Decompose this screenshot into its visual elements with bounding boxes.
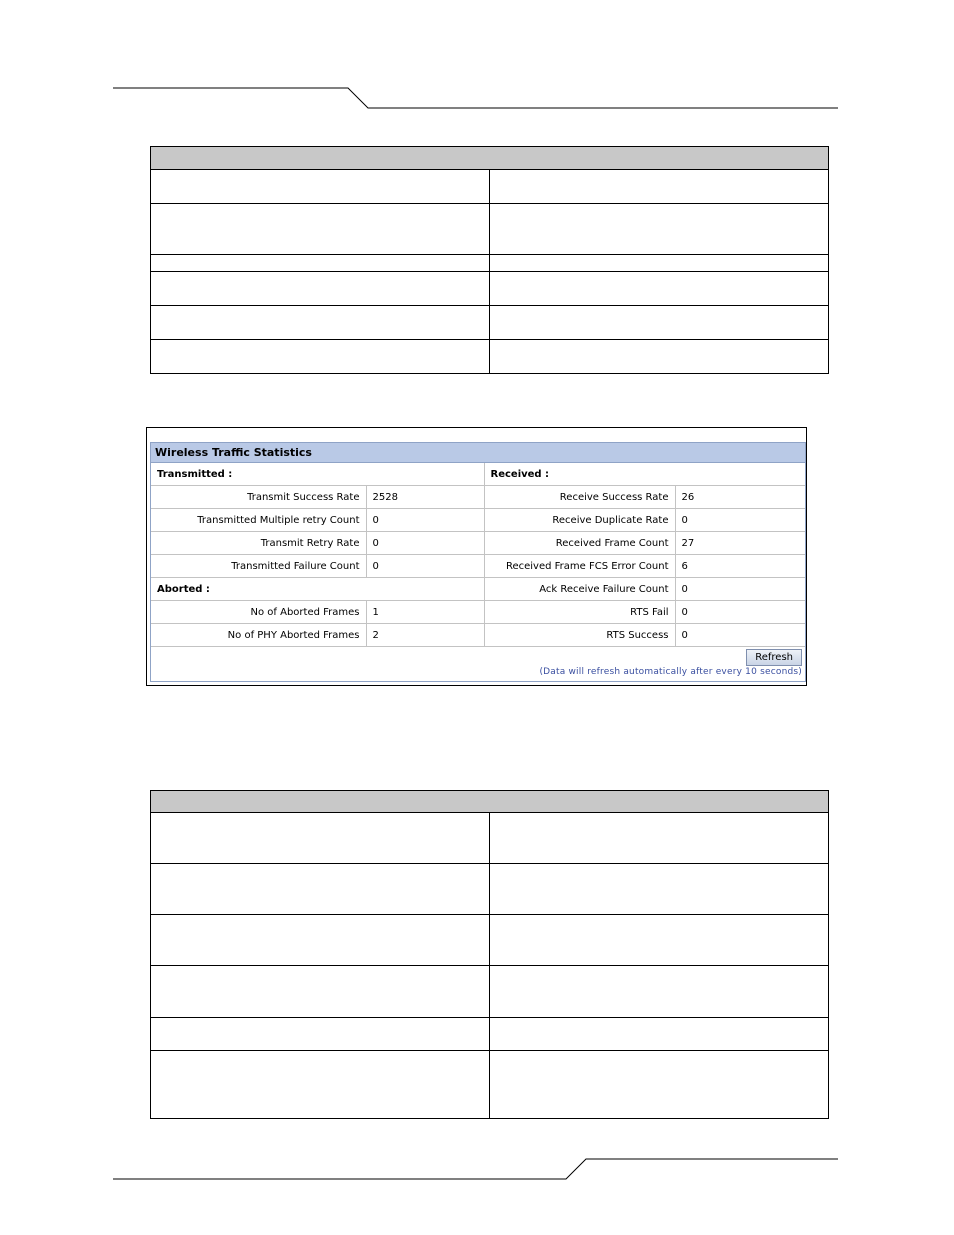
stat-label: RTS Fail [484,601,675,624]
stat-value: 0 [675,578,805,601]
stat-value: 2528 [366,486,484,509]
stat-label: Transmitted Failure Count [151,555,366,578]
stat-label: Ack Receive Failure Count [484,578,675,601]
table-cell [151,272,490,306]
table-cell [151,170,490,204]
stat-label: Received Frame Count [484,532,675,555]
table-row [151,624,805,647]
table-cell [490,340,829,374]
received-heading: Received : [484,463,805,486]
stat-value: 26 [675,486,805,509]
table-cell [490,255,829,272]
stat-value: 0 [366,555,484,578]
stat-value: 0 [675,601,805,624]
stat-value: 6 [675,555,805,578]
table-cell [490,1018,829,1051]
table-row [151,532,805,555]
stat-label: Receive Duplicate Rate [484,509,675,532]
table-cell [490,306,829,340]
bottom-document-table [150,790,829,1119]
table-row [151,486,805,509]
table-cell [490,170,829,204]
table-header-row [151,791,829,813]
table-row [151,555,805,578]
stat-value: 0 [675,624,805,647]
header-rule [113,88,838,108]
table-cell [490,864,829,915]
footer-cell [151,647,805,682]
table-cell [151,1051,490,1119]
table-cell [151,340,490,374]
stat-label: No of PHY Aborted Frames [151,624,366,647]
top-document-table [150,146,829,374]
panel-title: Wireless Traffic Statistics [151,443,805,463]
transmitted-heading: Transmitted : [151,463,484,486]
table-cell [151,306,490,340]
table-cell [151,915,490,966]
refresh-button[interactable]: Refresh [746,649,802,666]
stat-value: 1 [366,601,484,624]
stat-label: Transmitted Multiple retry Count [151,509,366,532]
table-cell [490,272,829,306]
statistics-panel [150,442,806,682]
stat-label: RTS Success [484,624,675,647]
table-cell [490,204,829,255]
refresh-note: (Data will refresh automatically after every 10 seconds) [539,667,802,677]
table-row [151,509,805,532]
footer-rule [113,1159,838,1179]
footer-row [151,647,805,682]
table-cell [151,1018,490,1051]
stat-value: 27 [675,532,805,555]
table-row [151,578,805,601]
statistics-table [151,463,805,681]
table-cell [151,255,490,272]
stat-value: 0 [366,509,484,532]
stat-label: Transmit Success Rate [151,486,366,509]
stat-value: 0 [366,532,484,555]
stat-label: No of Aborted Frames [151,601,366,624]
table-header-row [151,147,829,170]
stat-label: Transmit Retry Rate [151,532,366,555]
stat-value: 2 [366,624,484,647]
table-cell [490,966,829,1018]
stat-label: Received Frame FCS Error Count [484,555,675,578]
wireless-traffic-statistics-screenshot [146,427,807,686]
table-row [151,601,805,624]
table-cell [490,915,829,966]
table-cell [151,813,490,864]
table-cell [151,864,490,915]
table-cell [490,813,829,864]
table-cell [151,204,490,255]
stat-value: 0 [675,509,805,532]
table-cell [490,1051,829,1119]
aborted-heading: Aborted : [151,578,484,601]
table-cell [151,966,490,1018]
stat-label: Receive Success Rate [484,486,675,509]
